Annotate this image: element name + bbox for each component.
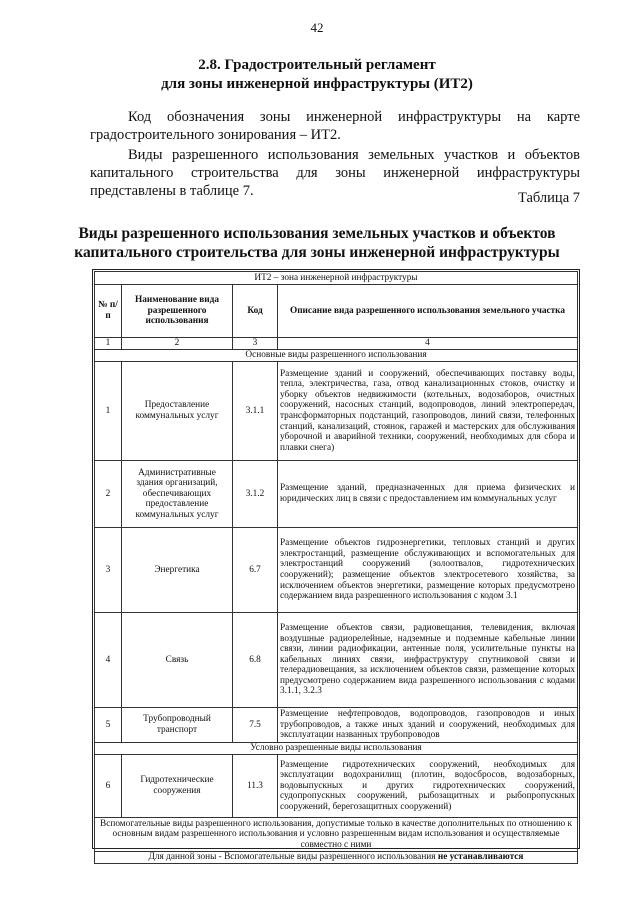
- aux-note: [95, 852, 578, 864]
- row-desc: Размещение объектов связи, радиовещания, телевидения, включая воздушные радиорелейные, надземные и подземные кабельные линии связи, линии радиофикации, антенные поля, усилительные пункты на кабельных линиях связи, инфраструктуру спутниковой связи и телерадиовещания, за исключением объектов связи, размещение которых предусмотрено содержанием вида разрешенного использования с кодами 3.1.1, 3.2.3: [278, 613, 578, 708]
- main-group-title: Основные виды разрешенного использования: [95, 350, 578, 362]
- aux-note-row: [95, 852, 578, 864]
- header-desc: Описание вида разрешенного использования земельного участка: [278, 285, 578, 338]
- column-number: 1: [95, 338, 122, 350]
- row-desc: Размещение зданий, предназначенных для приема физических и юридических лиц в связи с предоставлением им коммунальных услуг: [278, 461, 578, 528]
- regulation-table-frame: [92, 269, 580, 863]
- section-title-line-1: 2.8. Градостроительный регламент: [198, 57, 436, 73]
- header-row: [95, 285, 578, 338]
- table-row: [95, 528, 578, 613]
- row-num: 6: [95, 755, 122, 818]
- row-desc: Размещение объектов гидроэнергетики, тепловых станций и других электростанций, размещение обслуживающих и вспомогательных для электростанций сооружений (золоотвалов, гидротехнических сооружений); размещение объектов электросетевого хозяйства, за исключением объектов энергетики, размещение которых предусмотрено содержанием вида разрешенного использования с кодом 3.1: [278, 528, 578, 613]
- conditional-group-title: Условно разрешенные виды использования: [95, 743, 578, 755]
- paragraph-table-intro-text: Виды разрешенного использования земельных участков и объектов капитального строительства для зоны инженерной инфраструктуры представлены в таблице 7.: [90, 147, 580, 199]
- header-name: Наименование вида разрешенного использования: [122, 285, 233, 338]
- paragraph-zone-code-text: Код обозначения зоны инженерной инфраструктуры на карте градостроительного зонирования – ИТ2.: [90, 109, 580, 143]
- row-desc: Размещение гидротехнических сооружений, необходимых для эксплуатации водохранилищ (плотин, водосбросов, водозаборных, водовыпускных и других гидротехнических сооружений, судопропускных сооружений, рыбозащитных и рыбопропускных сооружений, берегозащитных сооружений): [278, 755, 578, 818]
- row-desc: Размещение нефтепроводов, водопроводов, газопроводов и иных трубопроводов, а также иных зданий и сооружений, необходимых для эксплуатации названных трубопроводов: [278, 708, 578, 743]
- column-number-row: [95, 338, 578, 350]
- section-title: [0, 56, 634, 94]
- table-row: [95, 755, 578, 818]
- row-num: 5: [95, 708, 122, 743]
- table-row: [95, 613, 578, 708]
- row-name: Трубопроводный транспорт: [122, 708, 233, 743]
- row-desc: Размещение зданий и сооружений, обеспечивающих поставку воды, тепла, электричества, газа, отвод канализационных стоков, очистку и уборку объектов недвижимости (котельных, водозаборов, очистных сооружений, насосных станций, водопроводов, линий электропередач, трансформаторных подстанций, газопроводов, линий связи, телефонных станций, канализаций, стоянок, гаражей и мастерских для обслуживания уборочной и аварийной техники, сооружений, необходимых для сбора и плавки снега): [278, 362, 578, 461]
- row-code: 6.7: [233, 528, 278, 613]
- row-code: 6.8: [233, 613, 278, 708]
- paragraph-table-intro: [90, 146, 580, 200]
- row-name: Энергетика: [122, 528, 233, 613]
- zone-title: ИТ2 – зона инженерной инфраструктуры: [95, 272, 578, 285]
- row-code: 11.3: [233, 755, 278, 818]
- row-name: Связь: [122, 613, 233, 708]
- row-code: 3.1.1: [233, 362, 278, 461]
- column-number: 4: [278, 338, 578, 350]
- page-number: 42: [310, 20, 324, 35]
- row-num: 4: [95, 613, 122, 708]
- row-num: 2: [95, 461, 122, 528]
- paragraph-zone-code: [90, 108, 580, 144]
- zone-title-row: [95, 272, 578, 285]
- table-row: [95, 362, 578, 461]
- row-num: 1: [95, 362, 122, 461]
- regulation-table: [94, 271, 578, 864]
- header-code: Код: [233, 285, 278, 338]
- table-row: [95, 461, 578, 528]
- row-name: Административные здания организаций, обеспечивающих предоставление коммунальных услуг: [122, 461, 233, 528]
- aux-note-prefix: Для данной зоны - Вспомогательные виды разрешенного использования: [148, 852, 438, 863]
- conditional-group-row: [95, 743, 578, 755]
- table-caption-line-1: Виды разрешенного использования земельных участков и объектов: [78, 225, 556, 242]
- row-name: Гидротехнические сооружения: [122, 755, 233, 818]
- row-num: 3: [95, 528, 122, 613]
- column-number: 3: [233, 338, 278, 350]
- row-code: 3.1.2: [233, 461, 278, 528]
- column-number: 2: [122, 338, 233, 350]
- table-caption: [0, 224, 634, 262]
- aux-group-title: Вспомогательные виды разрешенного использования, допустимые только в качестве дополнительных по отношению к основным видам разрешенного использования и условно разрешенным видам использования и осуществляемые совместно с ними: [95, 818, 578, 852]
- aux-note-bold: не устанавливаются: [437, 852, 524, 863]
- main-group-row: [95, 350, 578, 362]
- row-name: Предоставление коммунальных услуг: [122, 362, 233, 461]
- header-num: № п/п: [95, 285, 122, 338]
- section-title-line-2: для зоны инженерной инфраструктуры (ИТ2): [161, 76, 473, 92]
- table-row: [95, 708, 578, 743]
- table-label: Таблица 7: [517, 190, 580, 206]
- aux-group-row: [95, 818, 578, 852]
- row-code: 7.5: [233, 708, 278, 743]
- table-caption-line-2: капитального строительства для зоны инженерной инфраструктуры: [74, 244, 560, 261]
